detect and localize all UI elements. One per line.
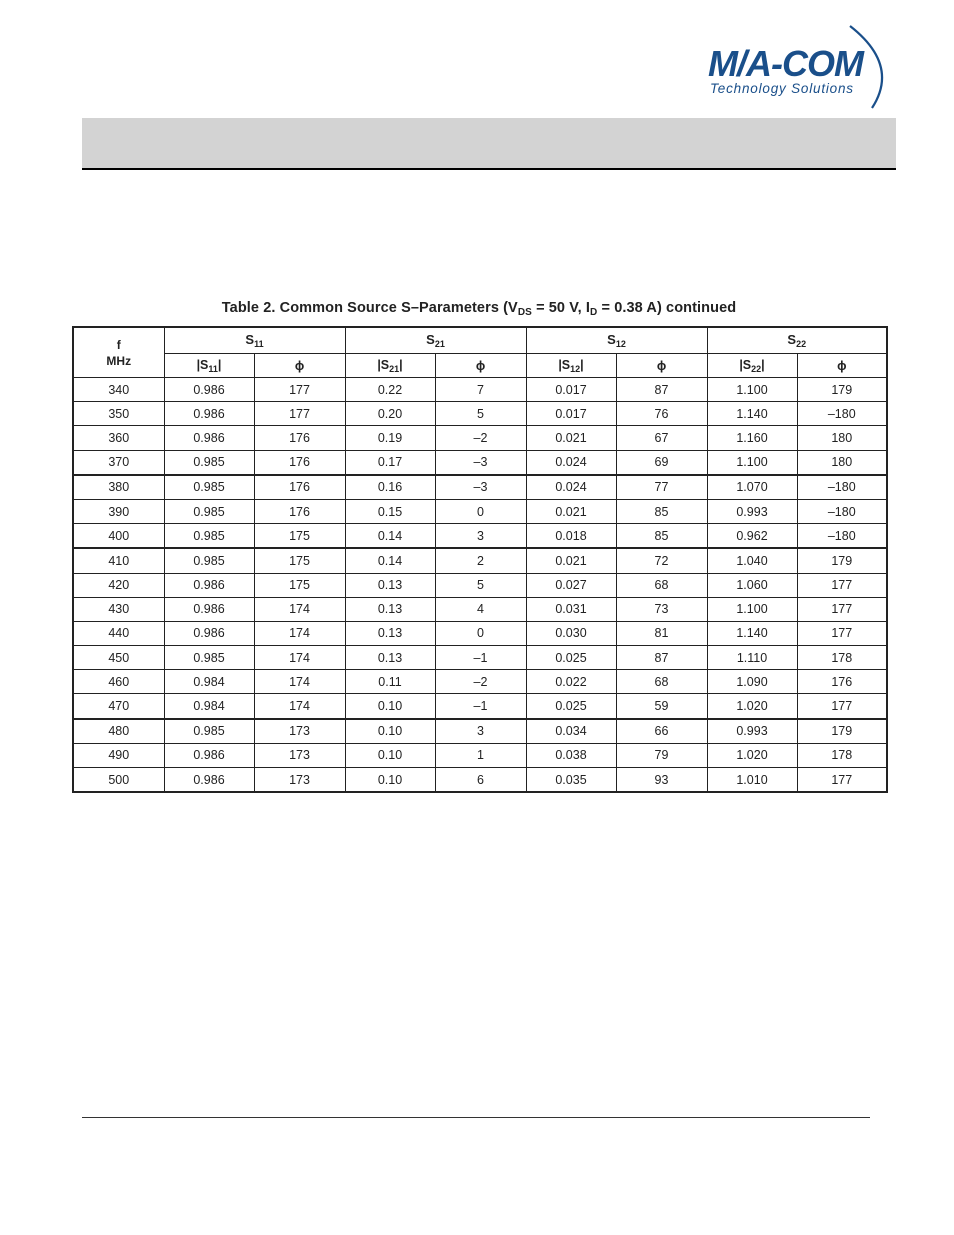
cell-s11-phase: 174 [254,646,345,670]
mag-header-pre: |S [196,357,209,372]
group-header-label: S [426,332,435,347]
cell-s22-phase: 179 [797,548,887,573]
cell-s11-mag: 0.986 [164,768,254,793]
cell-s22-mag: 0.993 [707,499,797,523]
cell-s22-mag: 0.962 [707,524,797,549]
cell-s11-phase: 173 [254,743,345,767]
cell-frequency: 370 [73,450,164,475]
table-title-part: = 50 V, I [531,300,591,316]
cell-s11-phase: 175 [254,548,345,573]
cell-s21-phase: 6 [435,768,526,793]
cell-s12-phase: 77 [616,475,707,500]
table-title-sub: DS [517,307,532,318]
cell-frequency: 430 [73,597,164,621]
table-row [73,475,887,500]
table-body [73,378,887,793]
cell-s11-phase: 175 [254,524,345,549]
cell-s21-mag: 0.22 [345,378,435,402]
cell-s21-phase: –2 [435,426,526,450]
cell-s21-mag: 0.19 [345,426,435,450]
mag-header-post: | [580,357,584,372]
table-title-part: Table 2. Common Source S–Parameters (V [221,300,518,316]
cell-s11-mag: 0.985 [164,450,254,475]
cell-frequency: 390 [73,499,164,523]
cell-s21-mag: 0.16 [345,475,435,500]
mag-header-pre: |S [558,357,571,372]
cell-s11-phase: 175 [254,573,345,597]
mag-header-pre: |S [377,357,390,372]
group-header-label: S [245,332,255,347]
cell-s22-phase: 177 [797,621,887,645]
cell-s21-mag: 0.13 [345,621,435,645]
cell-s22-mag: 1.020 [707,694,797,719]
cell-s22-mag: 1.090 [707,670,797,694]
table-title-part: = 0.38 A) continued [597,300,737,316]
cell-s22-mag: 1.140 [707,621,797,645]
group-header-s22 [707,327,887,354]
cell-s21-phase: 0 [435,499,526,523]
cell-s12-mag: 0.017 [526,402,616,426]
cell-s11-phase: 176 [254,426,345,450]
cell-s11-mag: 0.986 [164,621,254,645]
cell-s22-phase: 180 [797,450,887,475]
s-parameter-table [72,326,888,793]
cell-s11-phase: 176 [254,499,345,523]
cell-s11-phase: 174 [254,670,345,694]
table-row [73,719,887,744]
cell-s12-mag: 0.018 [526,524,616,549]
cell-s22-mag: 0.993 [707,719,797,744]
cell-s11-phase: 173 [254,768,345,793]
cell-s11-phase: 173 [254,719,345,744]
cell-frequency: 460 [73,670,164,694]
table-row [73,597,887,621]
cell-s22-mag: 1.100 [707,597,797,621]
cell-s21-phase: 3 [435,719,526,744]
mag-header-post: | [761,357,765,372]
cell-s11-mag: 0.986 [164,573,254,597]
cell-frequency: 410 [73,548,164,573]
cell-s22-phase: 177 [797,694,887,719]
cell-s21-phase: 2 [435,548,526,573]
cell-s12-mag: 0.025 [526,646,616,670]
cell-s22-mag: 1.100 [707,450,797,475]
cell-s21-phase: –1 [435,646,526,670]
mag-header-post: | [399,357,403,372]
group-header-s12 [526,327,707,354]
cell-s12-phase: 67 [616,426,707,450]
table-row [73,450,887,475]
cell-s21-phase: –1 [435,694,526,719]
phase-header-s21: ϕ [435,354,526,378]
cell-frequency: 450 [73,646,164,670]
cell-s22-mag: 1.140 [707,402,797,426]
cell-s21-mag: 0.20 [345,402,435,426]
table-row [73,694,887,719]
phase-header-s11: ϕ [254,354,345,378]
cell-s22-mag: 1.110 [707,646,797,670]
magnitude-header-s12 [526,354,616,378]
phase-header-s22: ϕ [797,354,887,378]
cell-frequency: 360 [73,426,164,450]
cell-s11-phase: 176 [254,475,345,500]
frequency-header-unit: MHz [106,353,132,368]
cell-s11-mag: 0.985 [164,475,254,500]
cell-s21-phase: 4 [435,597,526,621]
cell-s11-mag: 0.985 [164,646,254,670]
cell-s22-phase: –180 [797,524,887,549]
group-header-sub: 12 [615,339,626,349]
mag-header-sub: 11 [208,363,218,374]
cell-s11-mag: 0.985 [164,719,254,744]
cell-s12-mag: 0.021 [526,426,616,450]
cell-s12-phase: 93 [616,768,707,793]
cell-frequency: 420 [73,573,164,597]
table-row [73,573,887,597]
cell-s22-mag: 1.100 [707,378,797,402]
group-header-sub: 21 [434,339,445,349]
cell-s22-phase: –180 [797,475,887,500]
table-row [73,646,887,670]
header-band [82,118,896,170]
mag-header-pre: |S [739,357,752,372]
cell-s21-mag: 0.17 [345,450,435,475]
table-row [73,768,887,793]
cell-s12-phase: 81 [616,621,707,645]
cell-s21-phase: 5 [435,402,526,426]
cell-s12-mag: 0.021 [526,548,616,573]
cell-s22-phase: 179 [797,719,887,744]
cell-s21-mag: 0.14 [345,548,435,573]
magnitude-header-s22 [707,354,797,378]
cell-s12-mag: 0.034 [526,719,616,744]
group-header-s21 [345,327,526,354]
cell-s21-phase: 1 [435,743,526,767]
cell-s22-phase: 177 [797,768,887,793]
cell-s11-mag: 0.985 [164,548,254,573]
cell-s12-phase: 68 [616,670,707,694]
mag-header-sub: 22 [751,363,762,374]
cell-s12-phase: 73 [616,597,707,621]
cell-s21-mag: 0.13 [345,597,435,621]
mag-header-post: | [217,357,222,372]
cell-s12-mag: 0.024 [526,475,616,500]
cell-s21-mag: 0.10 [345,719,435,744]
cell-s22-mag: 1.070 [707,475,797,500]
cell-s22-mag: 1.010 [707,768,797,793]
cell-frequency: 440 [73,621,164,645]
cell-s22-phase: 178 [797,646,887,670]
cell-s21-mag: 0.10 [345,768,435,793]
cell-s12-mag: 0.035 [526,768,616,793]
cell-s12-phase: 72 [616,548,707,573]
cell-s12-mag: 0.022 [526,670,616,694]
cell-s12-phase: 59 [616,694,707,719]
cell-s12-mag: 0.030 [526,621,616,645]
cell-s21-mag: 0.15 [345,499,435,523]
cell-s21-mag: 0.10 [345,694,435,719]
group-header-label: S [787,332,797,347]
cell-s11-mag: 0.984 [164,670,254,694]
cell-s12-mag: 0.017 [526,378,616,402]
cell-s21-phase: –3 [435,475,526,500]
table-row [73,402,887,426]
cell-s11-mag: 0.986 [164,597,254,621]
phase-header-s12: ϕ [616,354,707,378]
cell-s11-mag: 0.986 [164,426,254,450]
cell-s12-phase: 87 [616,646,707,670]
cell-s12-phase: 76 [616,402,707,426]
cell-s22-phase: –180 [797,499,887,523]
cell-s22-mag: 1.160 [707,426,797,450]
cell-s12-mag: 0.021 [526,499,616,523]
cell-frequency: 340 [73,378,164,402]
table-row [73,426,887,450]
table-row [73,499,887,523]
cell-s11-phase: 174 [254,694,345,719]
cell-s22-phase: 177 [797,573,887,597]
table-row [73,548,887,573]
cell-s22-phase: 178 [797,743,887,767]
frequency-header [73,327,164,378]
cell-s22-mag: 1.020 [707,743,797,767]
cell-s21-phase: 0 [435,621,526,645]
cell-s22-phase: 179 [797,378,887,402]
cell-s12-mag: 0.031 [526,597,616,621]
cell-s11-phase: 174 [254,597,345,621]
cell-s21-mag: 0.10 [345,743,435,767]
table-row [73,670,887,694]
cell-frequency: 490 [73,743,164,767]
cell-s11-mag: 0.986 [164,743,254,767]
group-header-label: S [607,332,616,347]
cell-frequency: 380 [73,475,164,500]
group-header-sub: 22 [796,339,807,349]
cell-frequency: 350 [73,402,164,426]
cell-s21-mag: 0.14 [345,524,435,549]
mag-header-sub: 21 [389,363,400,374]
cell-s12-phase: 69 [616,450,707,475]
cell-frequency: 470 [73,694,164,719]
logo-wordmark: M/A-COM [708,43,863,84]
cell-s21-phase: 5 [435,573,526,597]
cell-s11-mag: 0.985 [164,524,254,549]
cell-s21-phase: 7 [435,378,526,402]
cell-frequency: 480 [73,719,164,744]
cell-s21-phase: –3 [435,450,526,475]
frequency-header-symbol: f [116,337,121,352]
magnitude-header-s21 [345,354,435,378]
footer-rule [82,1117,870,1118]
cell-s21-mag: 0.13 [345,573,435,597]
macom-logo [700,20,890,115]
table-row [73,378,887,402]
cell-s12-phase: 79 [616,743,707,767]
cell-frequency: 500 [73,768,164,793]
cell-s12-phase: 68 [616,573,707,597]
cell-s11-phase: 174 [254,621,345,645]
cell-s12-phase: 66 [616,719,707,744]
group-header-sub: 11 [254,339,264,349]
cell-s11-phase: 176 [254,450,345,475]
cell-s11-mag: 0.984 [164,694,254,719]
table-row [73,524,887,549]
cell-s12-mag: 0.024 [526,450,616,475]
cell-s11-mag: 0.986 [164,402,254,426]
cell-s12-mag: 0.025 [526,694,616,719]
cell-s21-mag: 0.13 [345,646,435,670]
cell-s22-phase: –180 [797,402,887,426]
group-header-s11 [164,327,345,354]
magnitude-header-s11 [164,354,254,378]
cell-s12-mag: 0.027 [526,573,616,597]
cell-s22-phase: 177 [797,597,887,621]
cell-s11-phase: 177 [254,402,345,426]
cell-s21-phase: 3 [435,524,526,549]
cell-s22-mag: 1.040 [707,548,797,573]
cell-s21-mag: 0.11 [345,670,435,694]
cell-s12-phase: 85 [616,524,707,549]
cell-s11-mag: 0.986 [164,378,254,402]
cell-s22-mag: 1.060 [707,573,797,597]
cell-s11-phase: 177 [254,378,345,402]
cell-s12-phase: 85 [616,499,707,523]
cell-s12-mag: 0.038 [526,743,616,767]
table-title [72,300,886,318]
cell-s22-phase: 176 [797,670,887,694]
cell-s22-phase: 180 [797,426,887,450]
logo-tagline: Technology Solutions [710,81,854,96]
mag-header-sub: 12 [570,363,581,374]
cell-s21-phase: –2 [435,670,526,694]
table-row [73,743,887,767]
table-title-sub: D [590,307,598,318]
table-row [73,621,887,645]
cell-frequency: 400 [73,524,164,549]
cell-s12-phase: 87 [616,378,707,402]
cell-s11-mag: 0.985 [164,499,254,523]
